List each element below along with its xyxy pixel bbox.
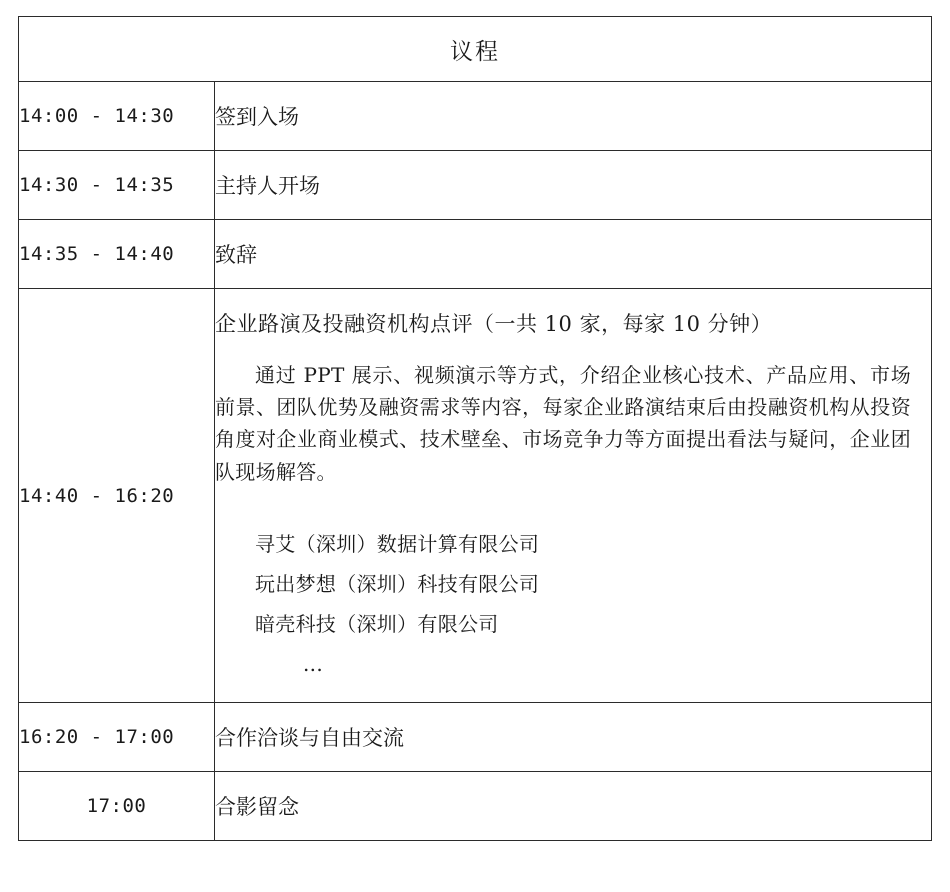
table-row (19, 772, 932, 841)
row-description: 签到入场 (215, 82, 932, 151)
list-item: 寻艾（深圳）数据计算有限公司 (255, 532, 540, 557)
row-description: 致辞 (215, 220, 932, 289)
row-time: 17:00 (19, 772, 215, 841)
agenda-table (18, 16, 932, 841)
table-row (19, 82, 932, 151)
row-time: 16:20 - 17:00 (19, 703, 215, 772)
row-description-roadshow (215, 289, 932, 703)
roadshow-paragraph: 通过 PPT 展示、视频演示等方式，介绍企业核心技术、产品应用、市场前景、团队优势及融资需求等内容，每家企业路演结束后由投融资机构从投资角度对企业商业模式、技术壁垒、市场竞争力等方面提出看法与疑问，企业团队现场解答。 (215, 362, 911, 484)
row-time: 14:35 - 14:40 (19, 220, 215, 289)
row-time: 14:30 - 14:35 (19, 151, 215, 220)
table-row (19, 151, 932, 220)
row-description: 合作洽谈与自由交流 (215, 703, 932, 772)
row-description: 合影留念 (215, 772, 932, 841)
list-item: 玩出梦想（深圳）科技有限公司 (255, 572, 540, 597)
table-row-roadshow (19, 289, 932, 703)
list-item: 暗壳科技（深圳）有限公司 (255, 612, 499, 637)
agenda-title: 议程 (19, 17, 932, 82)
roadshow-heading: 企业路演及投融资机构点评（一共 10 家，每家 10 分钟） (215, 312, 773, 336)
list-item-more: ... (303, 652, 323, 677)
row-time: 14:40 - 16:20 (19, 289, 215, 703)
table-row (19, 703, 932, 772)
table-row (19, 220, 932, 289)
table-title-row (19, 17, 932, 82)
row-time: 14:00 - 14:30 (19, 82, 215, 151)
row-description: 主持人开场 (215, 151, 932, 220)
company-list (215, 524, 911, 684)
